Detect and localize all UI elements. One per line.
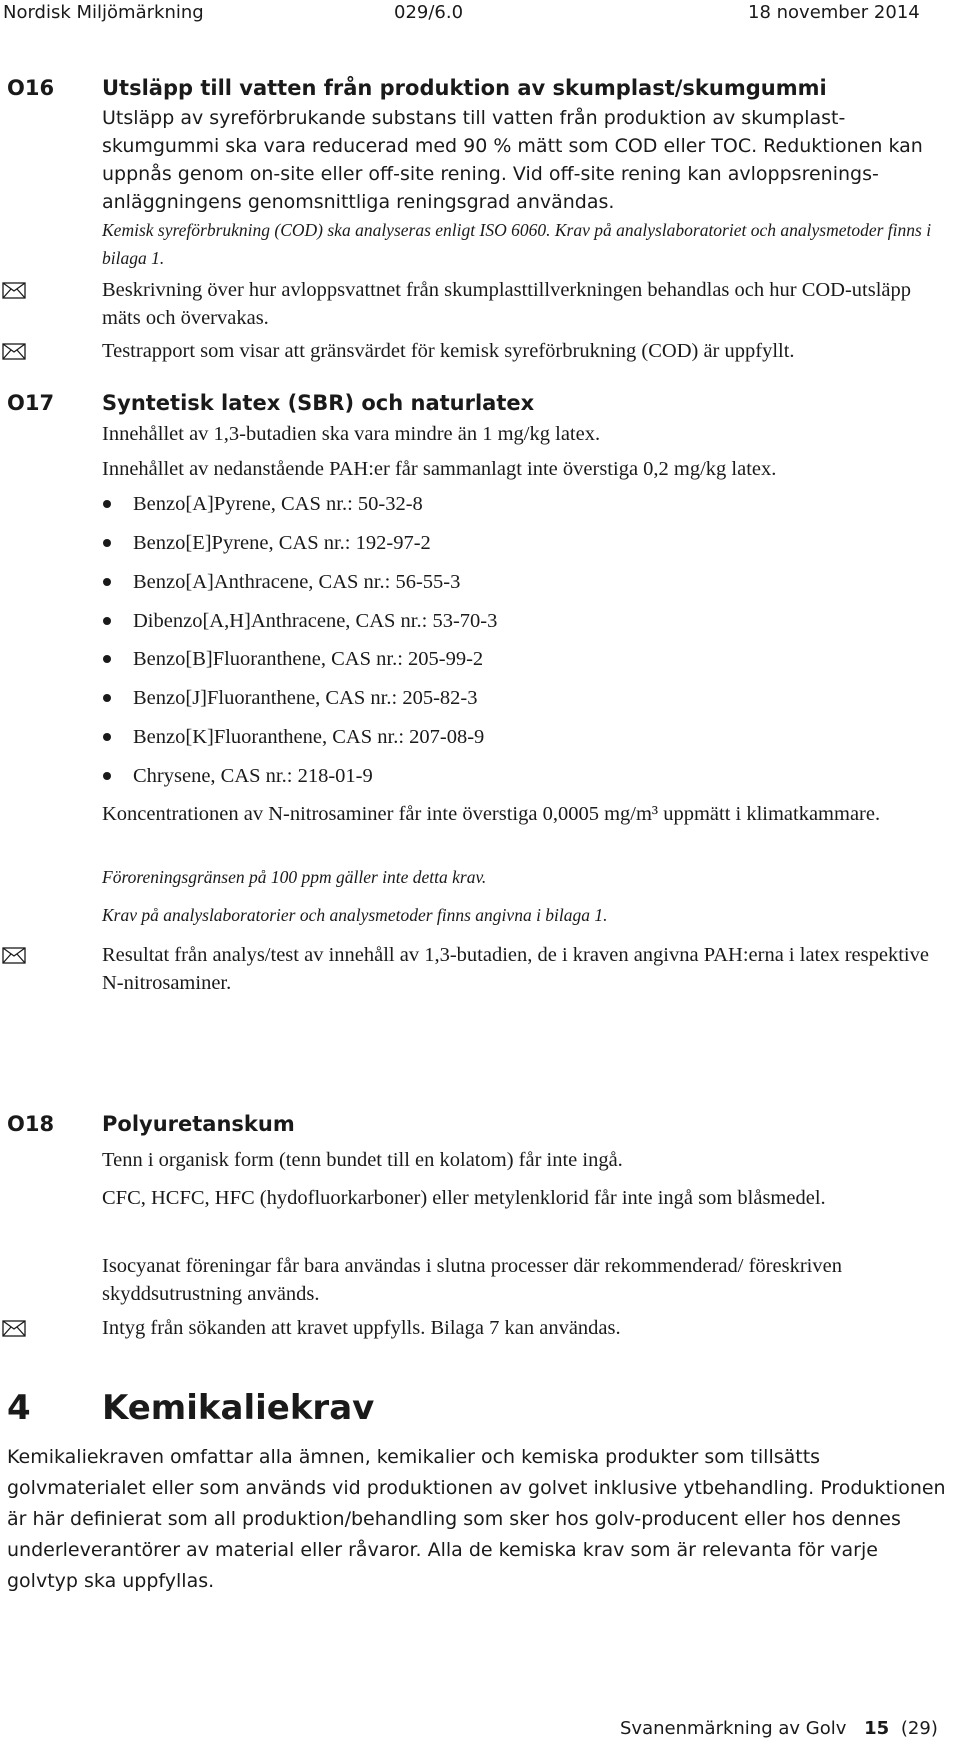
footer-page: 15 <box>864 1718 890 1739</box>
footer-label: Svanenmärkning av Golv <box>620 1718 847 1739</box>
section-number: 4 <box>7 1388 31 1428</box>
bullet-icon <box>103 617 111 625</box>
o16-documentation-2: Testrapport som visar att gränsvärdet för kemisk syreförbrukning (COD) är uppfyllt. <box>102 340 795 362</box>
bullet-icon <box>103 578 111 586</box>
envelope-icon <box>2 343 26 360</box>
footer <box>620 1716 938 1742</box>
bullet-icon <box>103 539 111 547</box>
o17-paragraph-2: Innehållet av nedanstående PAH:er får sammanlagt inte överstiga 0,2 mg/kg latex. <box>102 458 777 480</box>
o17-paragraph-1: Innehållet av 1,3-butadien ska vara mindre än 1 mg/kg latex. <box>102 423 601 445</box>
o16-note: Kemisk syreförbrukning (COD) ska analyseras enligt ISO 6060. Krav på analyslaboratoriet och analysmetoder finns i bilaga 1. <box>102 220 932 268</box>
o18-paragraph-3: Isocyanat föreningar får bara användas i slutna processer där rekommenderad/ föreskriven skyddsutrustning används. <box>102 1255 842 1305</box>
list-item: Benzo[J]Fluoranthene, CAS nr.: 205-82-3 <box>133 687 478 709</box>
o17-paragraph-3: Koncentrationen av N-nitrosaminer får inte överstiga 0,0005 mg/m³ uppmätt i klimatkammare. <box>102 803 881 825</box>
o17-note-2: Krav på analyslaboratorier och analysmetoder finns angivna i bilaga 1. <box>102 905 608 925</box>
requirement-title-o18: Polyuretanskum <box>102 1112 295 1136</box>
o17-documentation-1: Resultat från analys/test av innehåll av 1,3-butadien, de i kraven angivna PAH:erna i latex respektive N-nitrosaminer. <box>102 944 929 994</box>
o16-documentation-1: Beskrivning över hur avloppsvattnet från skumplasttillverkningen behandlas och hur COD-utsläpp mäts och övervakas. <box>102 279 912 329</box>
footer-total: (29) <box>900 1718 938 1739</box>
list-item: Benzo[K]Fluoranthene, CAS nr.: 207-08-9 <box>133 726 485 748</box>
bullet-icon <box>103 772 111 780</box>
o18-paragraph-1: Tenn i organisk form (tenn bundet till en kolatom) får inte ingå. <box>102 1149 623 1171</box>
header-right: 18 november 2014 <box>748 2 920 23</box>
bullet-icon <box>103 500 111 508</box>
o18-paragraph-2: CFC, HCFC, HFC (hydofluorkarboner) eller metylenklorid får inte ingå som blåsmedel. <box>102 1187 826 1209</box>
o16-paragraph-1: Utsläpp av syreförbrukande substans till vatten från produktion av skumplast-skumgummi ska vara reducerad med 90 % mätt som COD eller TOC. Reduktionen kan uppnås genom on-site eller off-site rening. Vid off-site rening kan avloppsrenings-anläggningens genomsnittliga reningsgrad användas. <box>102 107 923 213</box>
envelope-icon <box>2 1320 26 1337</box>
list-item: Benzo[A]Anthracene, CAS nr.: 56-55-3 <box>133 571 461 593</box>
requirement-title-o16: Utsläpp till vatten från produktion av skumplast/skumgummi <box>102 76 827 100</box>
o17-note-1: Föroreningsgränsen på 100 ppm gäller inte detta krav. <box>102 867 487 887</box>
envelope-icon <box>2 947 26 964</box>
header-left: Nordisk Miljömärkning <box>3 2 204 23</box>
requirement-code-o16: O16 <box>7 76 55 100</box>
header-center: 029/6.0 <box>394 2 464 23</box>
requirement-title-o17: Syntetisk latex (SBR) och naturlatex <box>102 391 535 415</box>
list-item: Dibenzo[A,H]Anthracene, CAS nr.: 53-70-3 <box>133 610 498 632</box>
bullet-icon <box>103 694 111 702</box>
requirement-code-o18: O18 <box>7 1112 55 1136</box>
list-item: Benzo[B]Fluoranthene, CAS nr.: 205-99-2 <box>133 648 484 670</box>
bullet-icon <box>103 655 111 663</box>
bullet-icon <box>103 733 111 741</box>
list-item: Chrysene, CAS nr.: 218-01-9 <box>133 765 373 787</box>
list-item: Benzo[A]Pyrene, CAS nr.: 50-32-8 <box>133 493 423 515</box>
section-body: Kemikaliekraven omfattar alla ämnen, kemikalier och kemiska produkter som tillsätts golvmaterialet eller som används vid produktionen av golvet inklusive ytbehandling. Produktionen är här definierat som all produktion/behandling som sker hos golv-producent eller hos dennes underleverantörer av material eller råvaror. Alla de kemiska krav som är relevanta för varje golvtyp ska uppfyllas. <box>7 1446 946 1592</box>
o18-documentation-1: Intyg från sökanden att kravet uppfylls. Bilaga 7 kan användas. <box>102 1317 621 1339</box>
list-item: Benzo[E]Pyrene, CAS nr.: 192-97-2 <box>133 532 431 554</box>
envelope-icon <box>2 282 26 299</box>
requirement-code-o17: O17 <box>7 391 55 415</box>
section-title: Kemikaliekrav <box>102 1388 375 1428</box>
